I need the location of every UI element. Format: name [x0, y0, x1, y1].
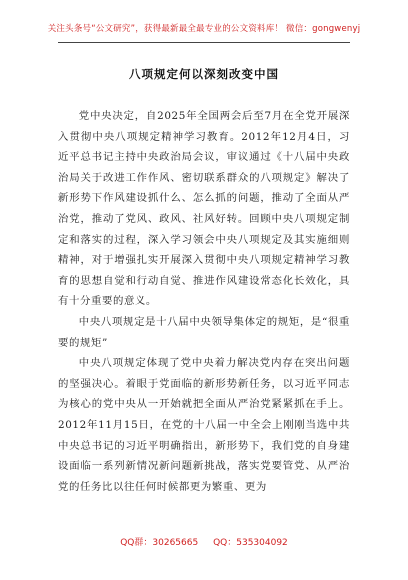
header-divider	[58, 42, 350, 43]
document-title: 八项规定何以深刻改变中国	[129, 67, 279, 81]
footer-qq-group: QQ群：30265665	[120, 538, 199, 548]
document-body	[58, 106, 350, 497]
footer-qq-contact: QQ：535304092	[213, 538, 288, 548]
paragraph: 中央八项规定体现了党中央着力解决党内存在突出问题的坚强决心。着眼于党面临的新形势新任务，以习近平同志为核心的党中央从一开始就把全面从严治党紧紧抓在手上。2012年11月15日，在党的十八届一中全会上刚刚当选中共中央总书记的习近平明确指出，新形势下，我们党的自身建设面临一系列新情况新问题新挑战，落实党要管党、从严治党的任务比以往任何时候都更为繁重、更为	[58, 357, 350, 493]
header-banner: 关注头条号“公文研究”，获得最新最全最专业的公文资料库！ 微信：gongwenyj	[47, 24, 361, 34]
footer	[0, 535, 408, 548]
section-heading-paragraph: 中央八项规定是十八届中央领导集体定的规矩，是“很重要的规矩”	[58, 315, 350, 349]
paragraph: 党中央决定，自2025年全国两会后至7月在全党开展深入贯彻中央八项规定精神学习教育。2012年12月4日，习近平总书记主持中央政治局会议，审议通过《十八届中央政治局关于改进工作作风、密切联系群众的八项规定》解决了新形势下作风建设抓什么、怎么抓的问题，推动了全面从严治党，推动了党风、政风、社风好转。回顾中央八项规定制定和落实的过程，深入学习领会中央八项规定及其实施细则精神，对于增强扎实开展深入贯彻中央八项规定精神学习教育的思想自觉和行动自觉、推进作风建设常态化长效化，具有十分重要的意义。	[58, 110, 350, 308]
